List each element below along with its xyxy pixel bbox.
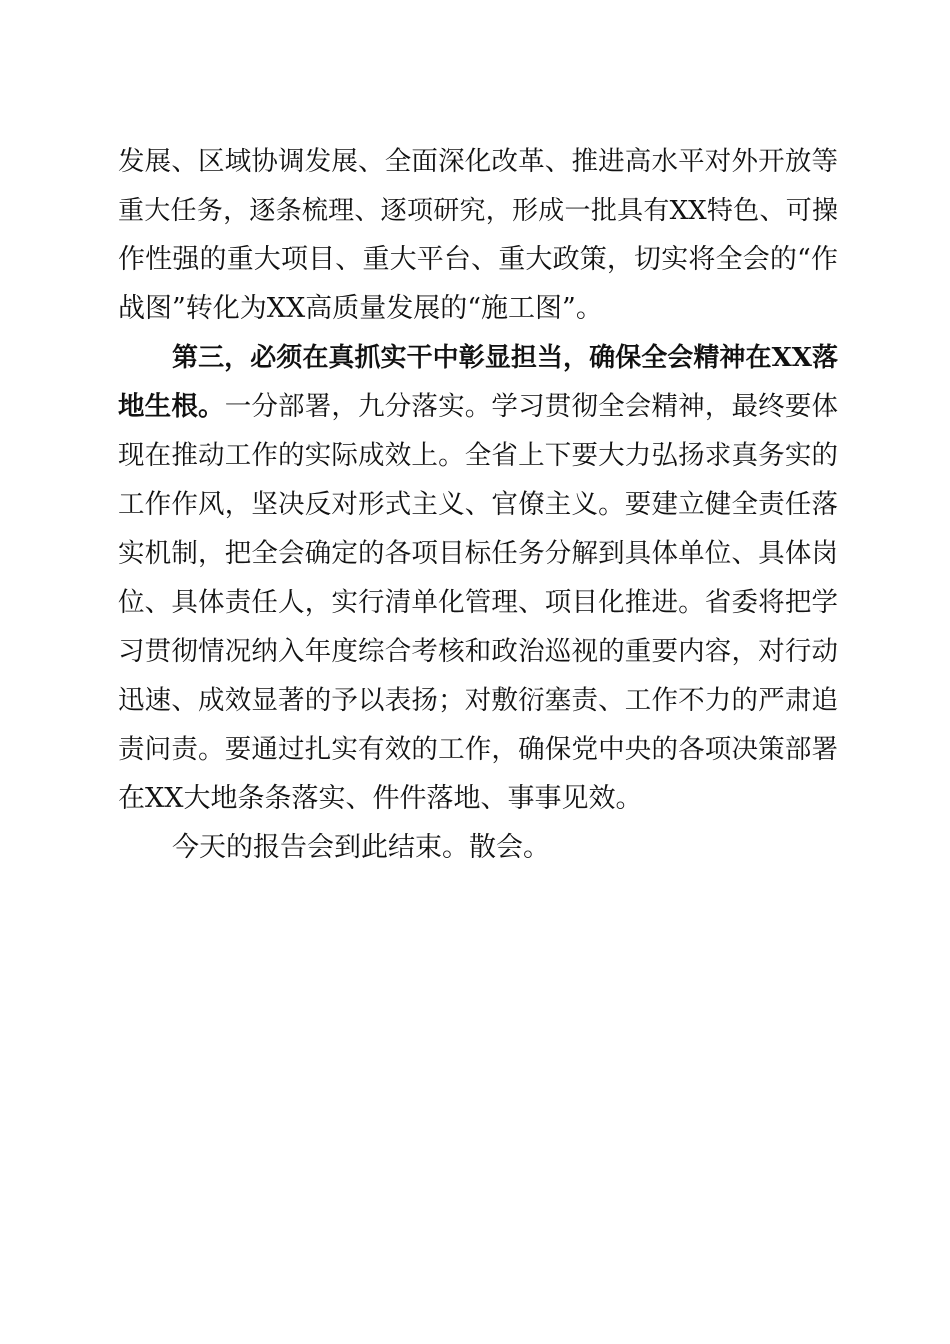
closing-paragraph: 今天的报告会到此结束。散会。 — [172, 832, 550, 863]
paragraph-2-line-4: 工作作风，坚决反对形式主义、官僚主义。要建立健全责任落 — [118, 489, 838, 520]
paragraph-2-line-10: 在XX大地条条落实、件件落地、事事见效。 — [118, 783, 643, 814]
paragraph-1-line-2: 重大任务，逐条梳理、逐项研究，形成一批具有XX特色、可操 — [118, 196, 838, 226]
paragraph-2-heading-line-1: 第三，必须在真抓实干中彰显担当，确保全会精神在XX落 — [172, 343, 838, 373]
paragraph-1-line-1: 发展、区域协调发展、全面深化改革、推进高水平对外开放等 — [118, 146, 838, 177]
paragraph-2-line-5: 实机制，把全会确定的各项目标任务分解到具体单位、具体岗 — [118, 538, 838, 569]
paragraph-2-line-2-text: 一分部署，九分落实。学习贯彻全会精神，最终要体 — [224, 391, 839, 422]
paragraph-1-line-4: 战图”转化为XX高质量发展的“施工图”。 — [118, 293, 603, 324]
paragraph-2-line-2 — [118, 387, 838, 427]
paragraph-2-line-3: 现在推动工作的实际成效上。全省上下要大力弘扬求真务实的 — [118, 440, 838, 471]
paragraph-2-line-8: 迅速、成效显著的予以表扬；对敷衍塞责、工作不力的严肃追 — [118, 685, 838, 716]
paragraph-2-line-6: 位、具体责任人，实行清单化管理、项目化推进。省委将把学 — [118, 587, 838, 618]
paragraph-2-heading-end: 地生根。 — [118, 391, 225, 422]
paragraph-2-line-9: 责问责。要通过扎实有效的工作，确保党中央的各项决策部署 — [118, 734, 838, 765]
paragraph-2-line-7: 习贯彻情况纳入年度综合考核和政治巡视的重要内容，对行动 — [118, 636, 838, 667]
paragraph-1-line-3: 作性强的重大项目、重大平台、重大政策，切实将全会的“作 — [118, 244, 838, 275]
